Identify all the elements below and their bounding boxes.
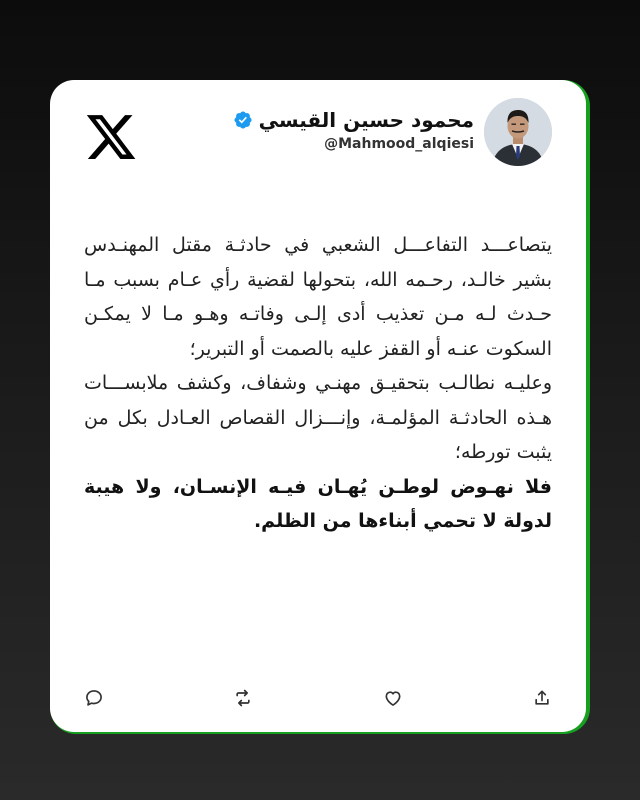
tweet-paragraph: يتصاعـــد التفاعـــل الشعبي في حادثـة مقتل المهنـدس بشير خالـد، رحـمه الله، بتحولها لقضية رأي عـام بسبب مـا حـدث لـه مـن تعذيب أدى إلـى وفاتـه وهـو مـا لا يمكـن السكوت عنـه أو القفز عليه بالصمت أو التبرير؛ [84, 234, 552, 360]
tweet-text [84, 228, 552, 539]
tweet-paragraph: وعليـه نطالـب بتحقيـق مهنـي وشفاف، وكشف ملابســـات هـذه الحادثـة المؤلمـة، وإنـــزال القصاص العـادل بكل من يثبت تورطه؛ [84, 372, 552, 463]
avatar[interactable] [484, 98, 552, 166]
author-name[interactable]: محمود حسين القيسي [258, 108, 474, 132]
tweet-emphasis: فلا نهـوض لوطـن يُهـان فيـه الإنسـان، ولا هيبة لدولة لا تحمي أبناءها من الظلم. [84, 475, 552, 532]
tweet-card [50, 80, 586, 732]
tweet-actions [84, 686, 552, 710]
author-name-row [233, 108, 474, 132]
heart-icon[interactable] [383, 688, 403, 708]
share-icon[interactable] [532, 688, 552, 708]
retweet-icon[interactable] [233, 688, 253, 708]
avatar-photo [484, 98, 552, 166]
verified-badge-icon [233, 110, 253, 130]
author-handle[interactable]: @Mahmood_alqiesi [324, 136, 474, 152]
author-block [233, 108, 474, 152]
x-logo-icon [84, 110, 138, 164]
reply-icon[interactable] [84, 688, 104, 708]
